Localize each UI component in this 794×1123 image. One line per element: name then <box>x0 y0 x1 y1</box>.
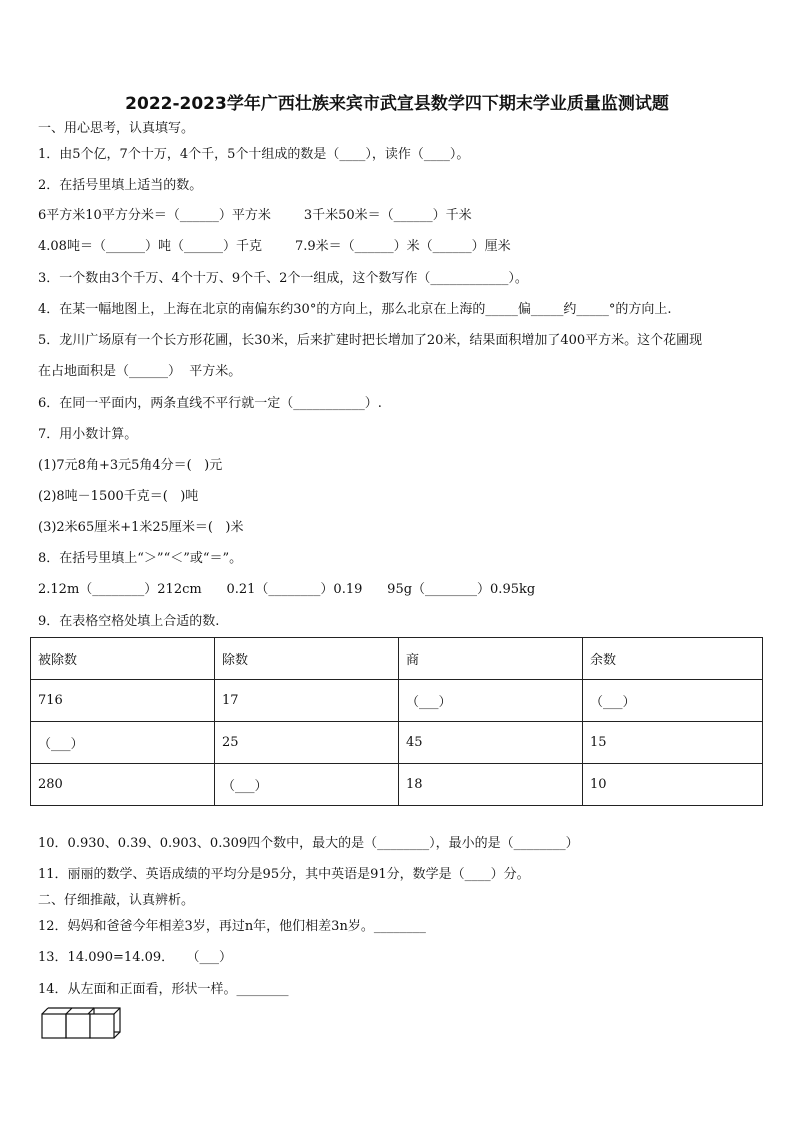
table-header-cell: 除数 <box>215 638 399 680</box>
question-2-line-b: 4.08吨＝（______）吨（______）千克 7.9米＝（______）米（______）厘米 <box>38 239 511 254</box>
question-13: 13．14.090=14.09． （___） <box>38 950 233 965</box>
table-cell: （___） <box>399 680 583 722</box>
table-row <box>31 764 763 806</box>
division-table <box>30 637 763 806</box>
question-5-line-b: 在占地面积是（______） 平方米。 <box>38 364 242 379</box>
question-4: 4．在某一幅地图上，上海在北京的南偏东约30°的方向上，那么北京在上海的_____偏_____约_____°的方向上. <box>38 302 672 317</box>
table-cell: 45 <box>399 722 583 764</box>
table-cell: （___） <box>31 722 215 764</box>
question-14: 14．从左面和正面看，形状一样。________ <box>38 982 289 997</box>
question-3: 3．一个数由3个千万、4个十万、9个千、2个一组成，这个数写作（____________）。 <box>38 271 528 286</box>
table-cell: （___） <box>215 764 399 806</box>
table-cell: 716 <box>31 680 215 722</box>
cube-stack-icon <box>40 1004 126 1044</box>
section-heading-1: 一、用心思考，认真填写。 <box>38 121 195 136</box>
question-2-line-a: 6平方米10平方分米＝（______）平方米 3千米50米＝（______）千米 <box>38 208 472 223</box>
table-header-cell: 商 <box>399 638 583 680</box>
table-header-cell: 被除数 <box>31 638 215 680</box>
question-7-part-2: (2)8吨－1500千克＝( )吨 <box>38 489 199 504</box>
question-8-line-a: 2.12m（________）212cm 0.21（________）0.19 95g（________）0.95kg <box>38 582 536 597</box>
question-2: 2．在括号里填上适当的数。 <box>38 178 203 193</box>
table-row <box>31 680 763 722</box>
table-cell: 17 <box>215 680 399 722</box>
question-8: 8．在括号里填上“＞”“＜”或“＝”。 <box>38 551 243 566</box>
table-cell: （___） <box>583 680 763 722</box>
question-10: 10．0.930、0.39、0.903、0.309四个数中，最大的是（________），最小的是（________） <box>38 836 579 851</box>
table-cell: 18 <box>399 764 583 806</box>
table-cell: 15 <box>583 722 763 764</box>
question-11: 11．丽丽的数学、英语成绩的平均分是95分，其中英语是91分，数学是（____）分。 <box>38 867 530 882</box>
section-heading-2: 二、仔细推敲，认真辨析。 <box>38 893 195 908</box>
table-cell: 280 <box>31 764 215 806</box>
page-title: 2022-2023学年广西壮族来宾市武宣县数学四下期末学业质量监测试题 <box>125 94 669 114</box>
question-7-part-3: (3)2米65厘米+1米25厘米＝( )米 <box>38 520 244 535</box>
question-1: 1．由5个亿，7个十万，4个千，5个十组成的数是（____），读作（____）。 <box>38 147 470 162</box>
question-9: 9．在表格空格处填上合适的数. <box>38 614 220 629</box>
question-6: 6．在同一平面内，两条直线不平行就一定（___________）. <box>38 396 382 411</box>
table-row <box>31 722 763 764</box>
question-7: 7．用小数计算。 <box>38 427 138 442</box>
question-5-line-a: 5．龙川广场原有一个长方形花圃，长30米，后来扩建时把长增加了20米，结果面积增加了400平方米。这个花圃现 <box>38 333 703 348</box>
table-header-cell: 余数 <box>583 638 763 680</box>
table-header-row <box>31 638 763 680</box>
table-cell: 25 <box>215 722 399 764</box>
question-12: 12．妈妈和爸爸今年相差3岁，再过n年，他们相差3n岁。________ <box>38 919 426 934</box>
question-7-part-1: (1)7元8角+3元5角4分＝( )元 <box>38 458 223 473</box>
table-cell: 10 <box>583 764 763 806</box>
